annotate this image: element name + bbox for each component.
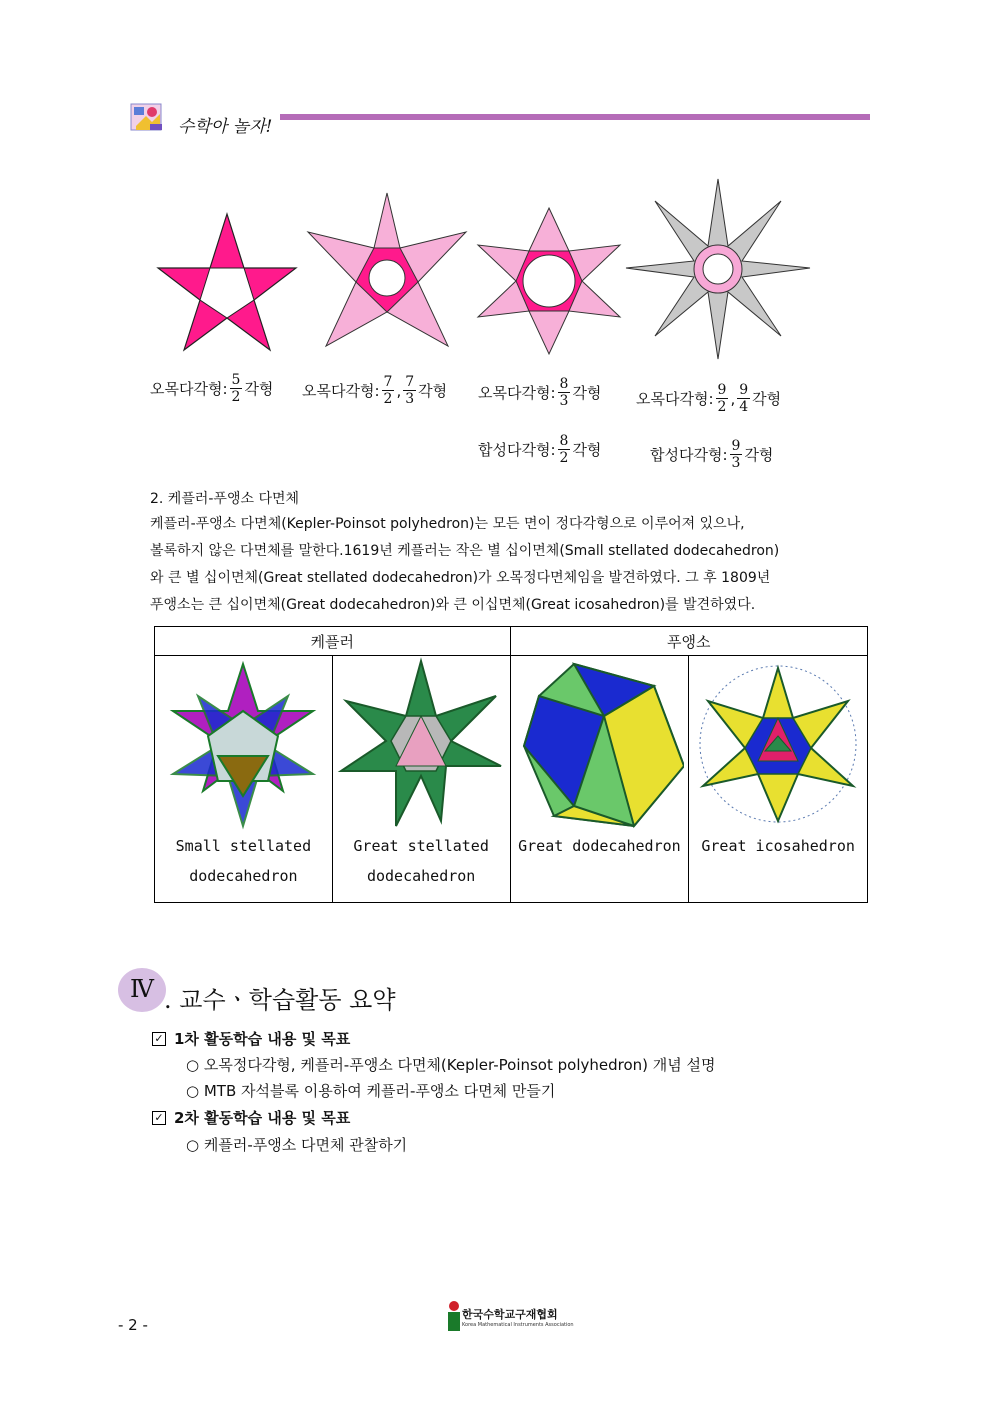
star-8-figure	[474, 205, 624, 357]
table-header-kepler: 케플러	[155, 627, 511, 656]
numerator: 8	[559, 376, 569, 392]
list-item: ○ 케플러-푸앵소 다면체 관찰하기	[186, 1136, 408, 1154]
paragraph-line: 케플러-푸앵소 다면체(Kepler-Poinsot polyhedron)는 모든 면이 정다각형으로 이루어져 있으나,	[150, 516, 745, 532]
caption-prefix: 오목다각형:	[150, 380, 228, 398]
heading-label: 1차 활동학습 내용 및 목표	[174, 1030, 351, 1048]
fraction	[230, 372, 243, 405]
cell-caption-line1: Small stellated	[175, 837, 312, 855]
table-cell	[510, 656, 689, 903]
cell-caption-line1: Great dodecahedron	[518, 837, 681, 855]
org-name: 한국수학교구재협회	[462, 1308, 558, 1321]
numerator: 9	[731, 438, 741, 454]
table-cell	[689, 656, 868, 903]
caption-suffix: 각형	[244, 380, 274, 398]
star-caption	[478, 433, 601, 466]
org-name-english: Korea Mathematical Instruments Association	[462, 1322, 574, 1328]
section-4-title: . 교수ㆍ학습활동 요약	[164, 986, 396, 1014]
star-7-figure	[302, 190, 472, 358]
table-cell	[155, 656, 333, 903]
caption-prefix: 합성다각형:	[650, 446, 728, 464]
denominator: 3	[405, 391, 415, 407]
section-2-title: 2. 케플러-푸앵소 다면체	[150, 491, 300, 507]
caption-prefix: 오목다각형:	[478, 384, 556, 402]
heading-label: 2차 활동학습 내용 및 목표	[174, 1109, 351, 1127]
denominator: 3	[731, 455, 741, 471]
fraction	[403, 374, 416, 407]
cell-caption-line1: Great stellated	[353, 837, 489, 855]
denominator: 2	[717, 399, 727, 415]
numerator: 7	[405, 374, 415, 390]
paragraph-line: 푸앵소는 큰 십이면체(Great dodecahedron)와 큰 이십면체(Great icosahedron)를 발견하였다.	[150, 597, 756, 613]
numerator: 5	[231, 372, 241, 388]
list-item: ○ MTB 자석블록 이용하여 케플러-푸앵소 다면체 만들기	[186, 1082, 556, 1100]
denominator: 2	[559, 450, 569, 466]
star-caption	[650, 438, 773, 471]
header-logo-icon	[130, 102, 166, 134]
denominator: 2	[231, 389, 241, 405]
section-4-roman-numeral: Ⅳ	[130, 975, 154, 1003]
numerator: 7	[383, 374, 393, 390]
star-caption: 오목다각형: $\frac{9}{2}$ , $\frac{9}{4}$ 각형	[636, 382, 782, 415]
fraction	[716, 382, 729, 415]
star-5-2-figure	[155, 210, 300, 352]
star-caption	[478, 376, 601, 409]
caption-suffix: 각형	[744, 446, 774, 464]
fraction	[730, 438, 743, 471]
caption-prefix: 오목다각형:	[302, 382, 380, 400]
cell-caption-line2: dodecahedron	[189, 867, 298, 885]
denominator: 4	[739, 399, 749, 415]
paragraph-line: 볼록하지 않은 다면체를 말한다.1619년 케플러는 작은 별 십이면체(Small stellated dodecahedron)	[150, 543, 780, 559]
activity-1-heading	[152, 1028, 350, 1049]
fraction	[558, 376, 571, 409]
cell-caption-line1: Great icosahedron	[701, 837, 855, 855]
fraction	[558, 433, 571, 466]
great-icosahedron-image	[693, 656, 863, 831]
paragraph-line: 와 큰 별 십이면체(Great stellated dodecahedron)가 오목정다면체임을 발견하였다. 그 후 1809년	[150, 570, 771, 586]
caption-suffix: 각형	[572, 384, 602, 402]
fraction	[382, 374, 395, 407]
star-caption	[150, 372, 273, 405]
caption-prefix: 합성다각형:	[478, 441, 556, 459]
table-cell	[332, 656, 510, 903]
table-header-poinsot: 푸앵소	[510, 627, 867, 656]
numerator: 9	[717, 382, 727, 398]
activity-2-heading	[152, 1107, 350, 1128]
org-logo-icon	[446, 1300, 462, 1332]
polyhedra-table	[154, 626, 868, 903]
denominator: 2	[383, 391, 393, 407]
numerator: 9	[739, 382, 749, 398]
caption-suffix: 각형	[752, 390, 782, 408]
numerator: 8	[559, 433, 569, 449]
star-9-figure	[624, 176, 812, 362]
denominator: 3	[559, 393, 569, 409]
header-rule	[280, 114, 870, 120]
caption-suffix: 각형	[418, 382, 448, 400]
great-dodecahedron-image	[514, 656, 684, 831]
list-item: ○ 오목정다각형, 케플러-푸앵소 다면체(Kepler-Poinsot polyhedron) 개념 설명	[186, 1056, 716, 1074]
checkbox-checked-icon: ✓	[152, 1111, 166, 1125]
caption-prefix: 오목다각형:	[636, 390, 714, 408]
checkbox-checked-icon: ✓	[152, 1032, 166, 1046]
page-number: - 2 -	[118, 1316, 148, 1334]
fraction	[737, 382, 750, 415]
small-stellated-dodecahedron-image	[158, 656, 328, 831]
star-caption: 오목다각형: $\frac{7}{2}$ , $\frac{7}{3}$ 각형	[302, 374, 448, 407]
cell-caption-line2: dodecahedron	[366, 867, 476, 885]
caption-suffix: 각형	[572, 441, 602, 459]
header-title: 수학아 놀자!	[178, 117, 273, 137]
great-stellated-dodecahedron-image	[336, 656, 506, 831]
